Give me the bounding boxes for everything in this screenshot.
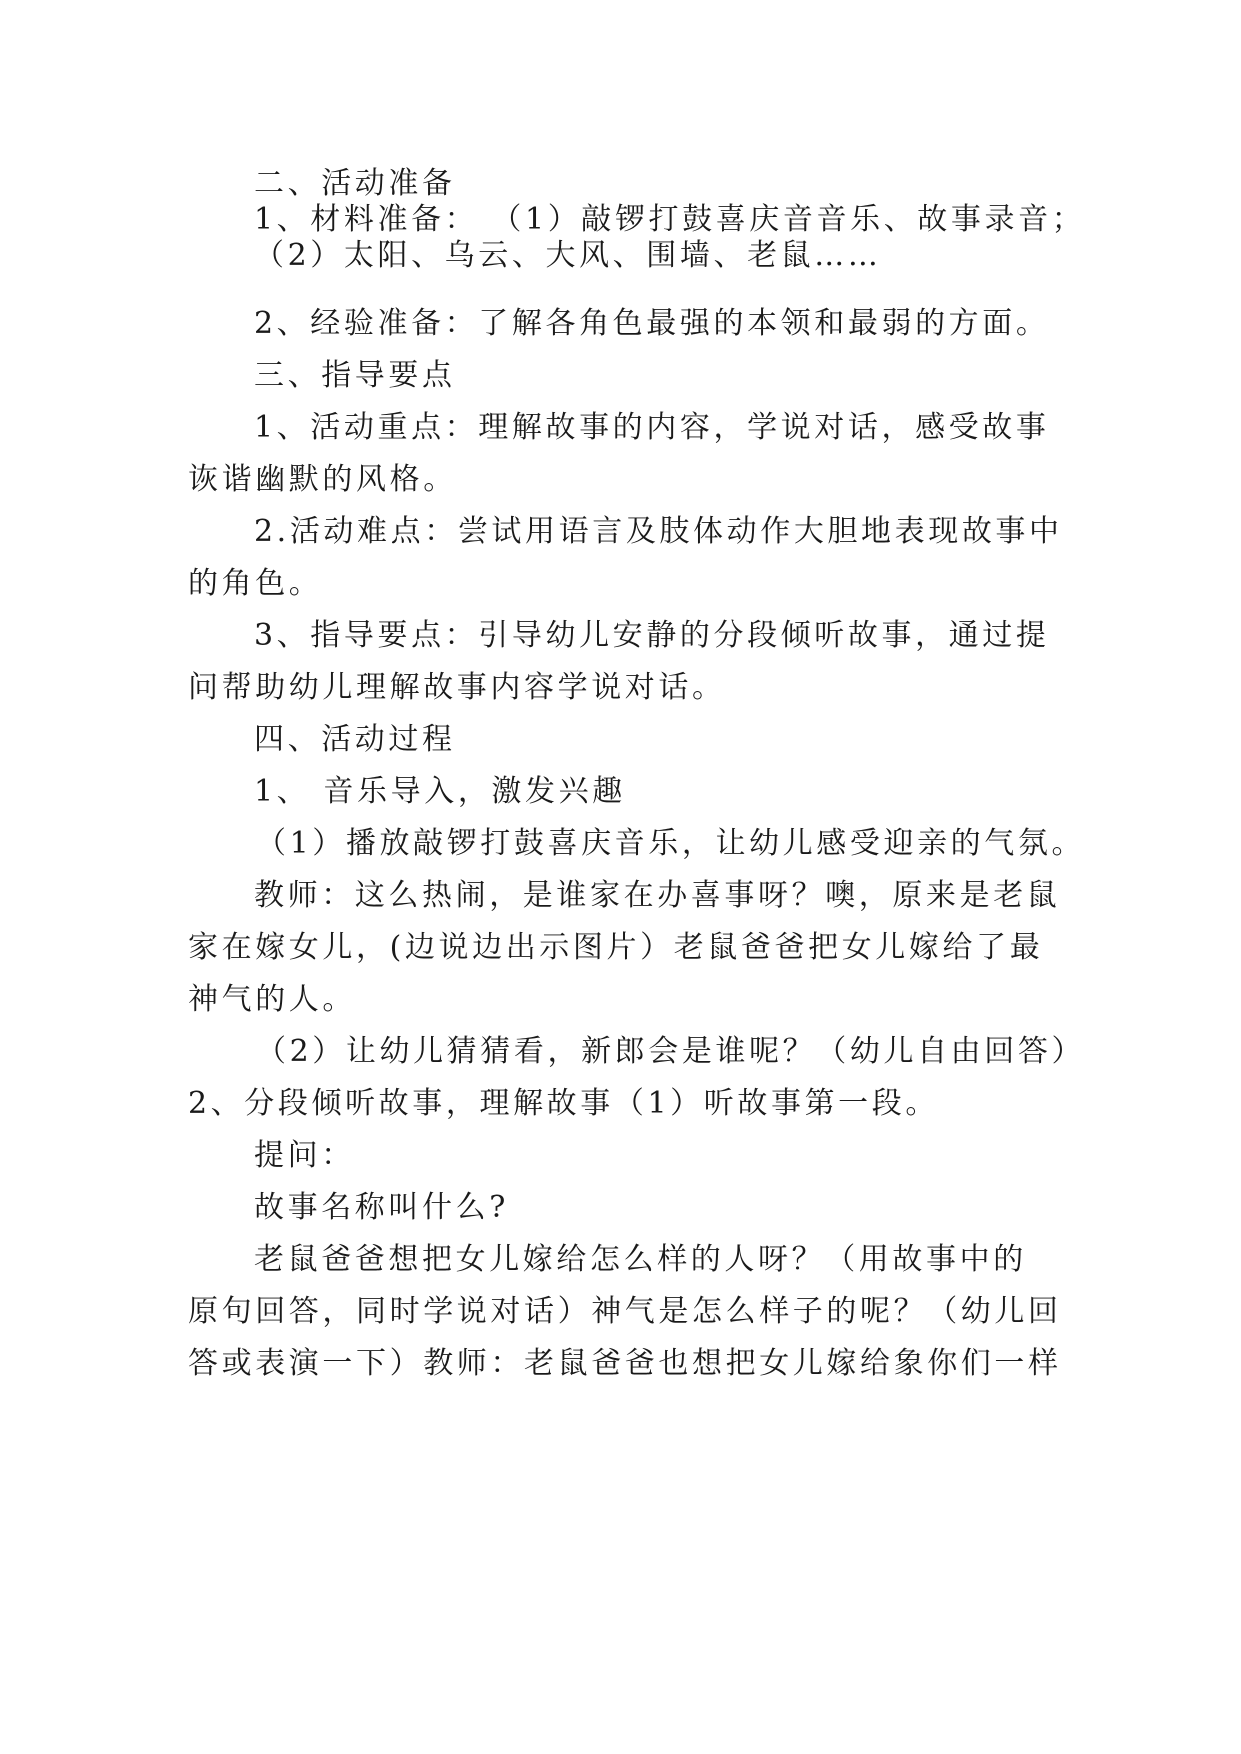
- paragraph-materials: 1、材料准备： （1）敲锣打鼓喜庆音音乐、故事录音；: [254, 202, 1086, 237]
- paragraph-teacher-1-continued: 家在嫁女儿，(边说边出示图片）老鼠爸爸把女儿嫁给了最: [188, 930, 1044, 965]
- paragraph-guidance-continued: 问帮助幼儿理解故事内容学说对话。: [188, 670, 726, 705]
- question-story-name: 故事名称叫什么?: [254, 1190, 509, 1225]
- paragraph-teacher-1: 教师：这么热闹，是谁家在办喜事呀？噢，原来是老鼠: [254, 878, 1061, 913]
- paragraph-teacher-1-end: 神气的人。: [188, 982, 356, 1017]
- question-marry-end: 答或表演一下）教师：老鼠爸爸也想把女儿嫁给象你们一样: [188, 1346, 1062, 1381]
- heading-activity-process: 四、活动过程: [254, 722, 456, 757]
- subheading-listen-story: 2、分段倾听故事，理解故事（1）听故事第一段。: [188, 1086, 939, 1121]
- heading-guidance-points: 三、指导要点: [254, 358, 456, 393]
- paragraph-materials-continued: （2）太阳、乌云、大风、围墙、老鼠……: [254, 238, 882, 273]
- paragraph-guess: （2）让幼儿猜猜看，新郎会是谁呢？（幼儿自由回答）: [256, 1034, 1086, 1069]
- paragraph-difficulty: 2.活动难点：尝试用语言及肢体动作大胆地表现故事中: [254, 514, 1063, 549]
- subheading-music-intro: 1、 音乐导入，激发兴趣: [254, 774, 626, 809]
- heading-activity-preparation: 二、活动准备: [254, 166, 456, 201]
- paragraph-play-music: （1）播放敲锣打鼓喜庆音乐，让幼儿感受迎亲的气氛。: [256, 826, 1086, 861]
- paragraph-guidance: 3、指导要点：引导幼儿安静的分段倾听故事，通过提: [254, 618, 1050, 653]
- label-question: 提问：: [254, 1138, 355, 1173]
- question-marry: 老鼠爸爸想把女儿嫁给怎么样的人呀？（用故事中的: [254, 1242, 1027, 1277]
- paragraph-difficulty-continued: 的角色。: [188, 566, 323, 601]
- paragraph-key-point: 1、活动重点：理解故事的内容，学说对话，感受故事: [254, 410, 1050, 445]
- paragraph-key-point-continued: 诙谐幽默的风格。: [188, 462, 457, 497]
- paragraph-experience: 2、经验准备：了解各角色最强的本领和最弱的方面。: [254, 306, 1050, 341]
- question-marry-continued: 原句回答，同时学说对话）神气是怎么样子的呢？（幼儿回: [188, 1294, 1062, 1329]
